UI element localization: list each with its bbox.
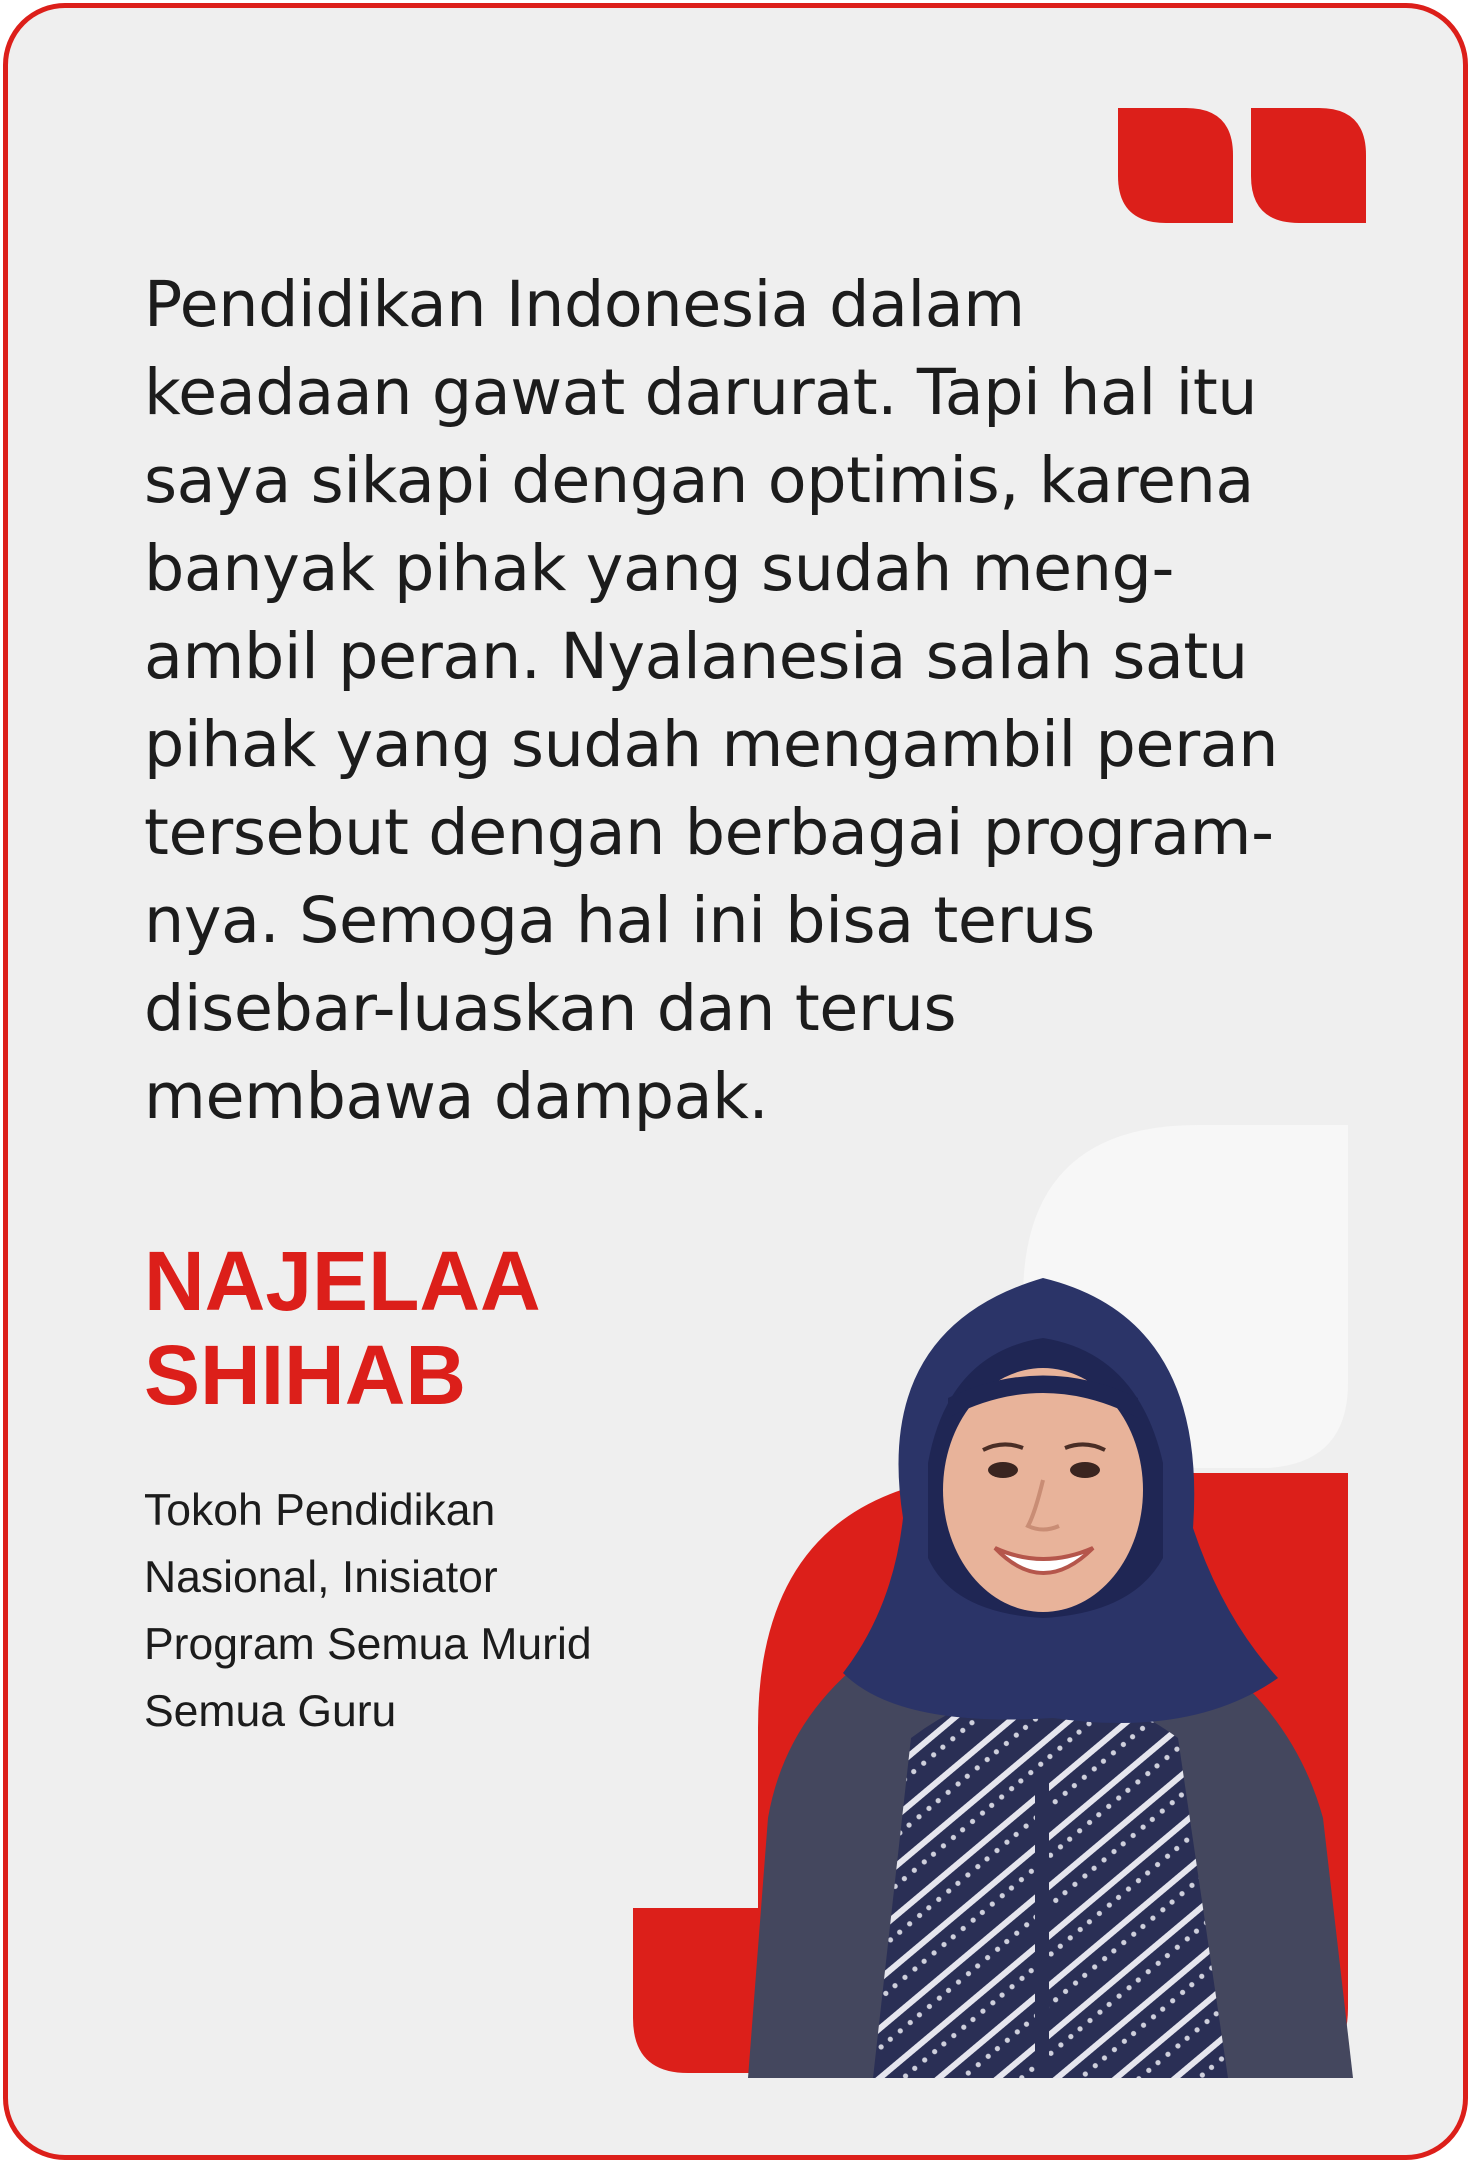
person-name: NAJELAA SHIHAB [144,1234,541,1422]
quote-icon [1118,108,1366,223]
testimonial-card [3,3,1468,2160]
quote-text: Pendidikan Indonesia dalam keadaan gawat darurat. Tapi hal itu saya sikapi dengan optimis, karena banyak pihak yang sudah meng- ambil peran. Nyalanesia salah satu pihak yang sudah mengambil peran tersebut dengan berbagai program- nya. Semoga hal ini bisa terus disebar-luaskan dan terus membawa dampak. [144,267,1279,1133]
person-role: Tokoh Pendidikan Nasional, Inisiator Program Semua Murid Semua Guru [144,1486,592,1736]
portrait-photo [723,1258,1353,2078]
